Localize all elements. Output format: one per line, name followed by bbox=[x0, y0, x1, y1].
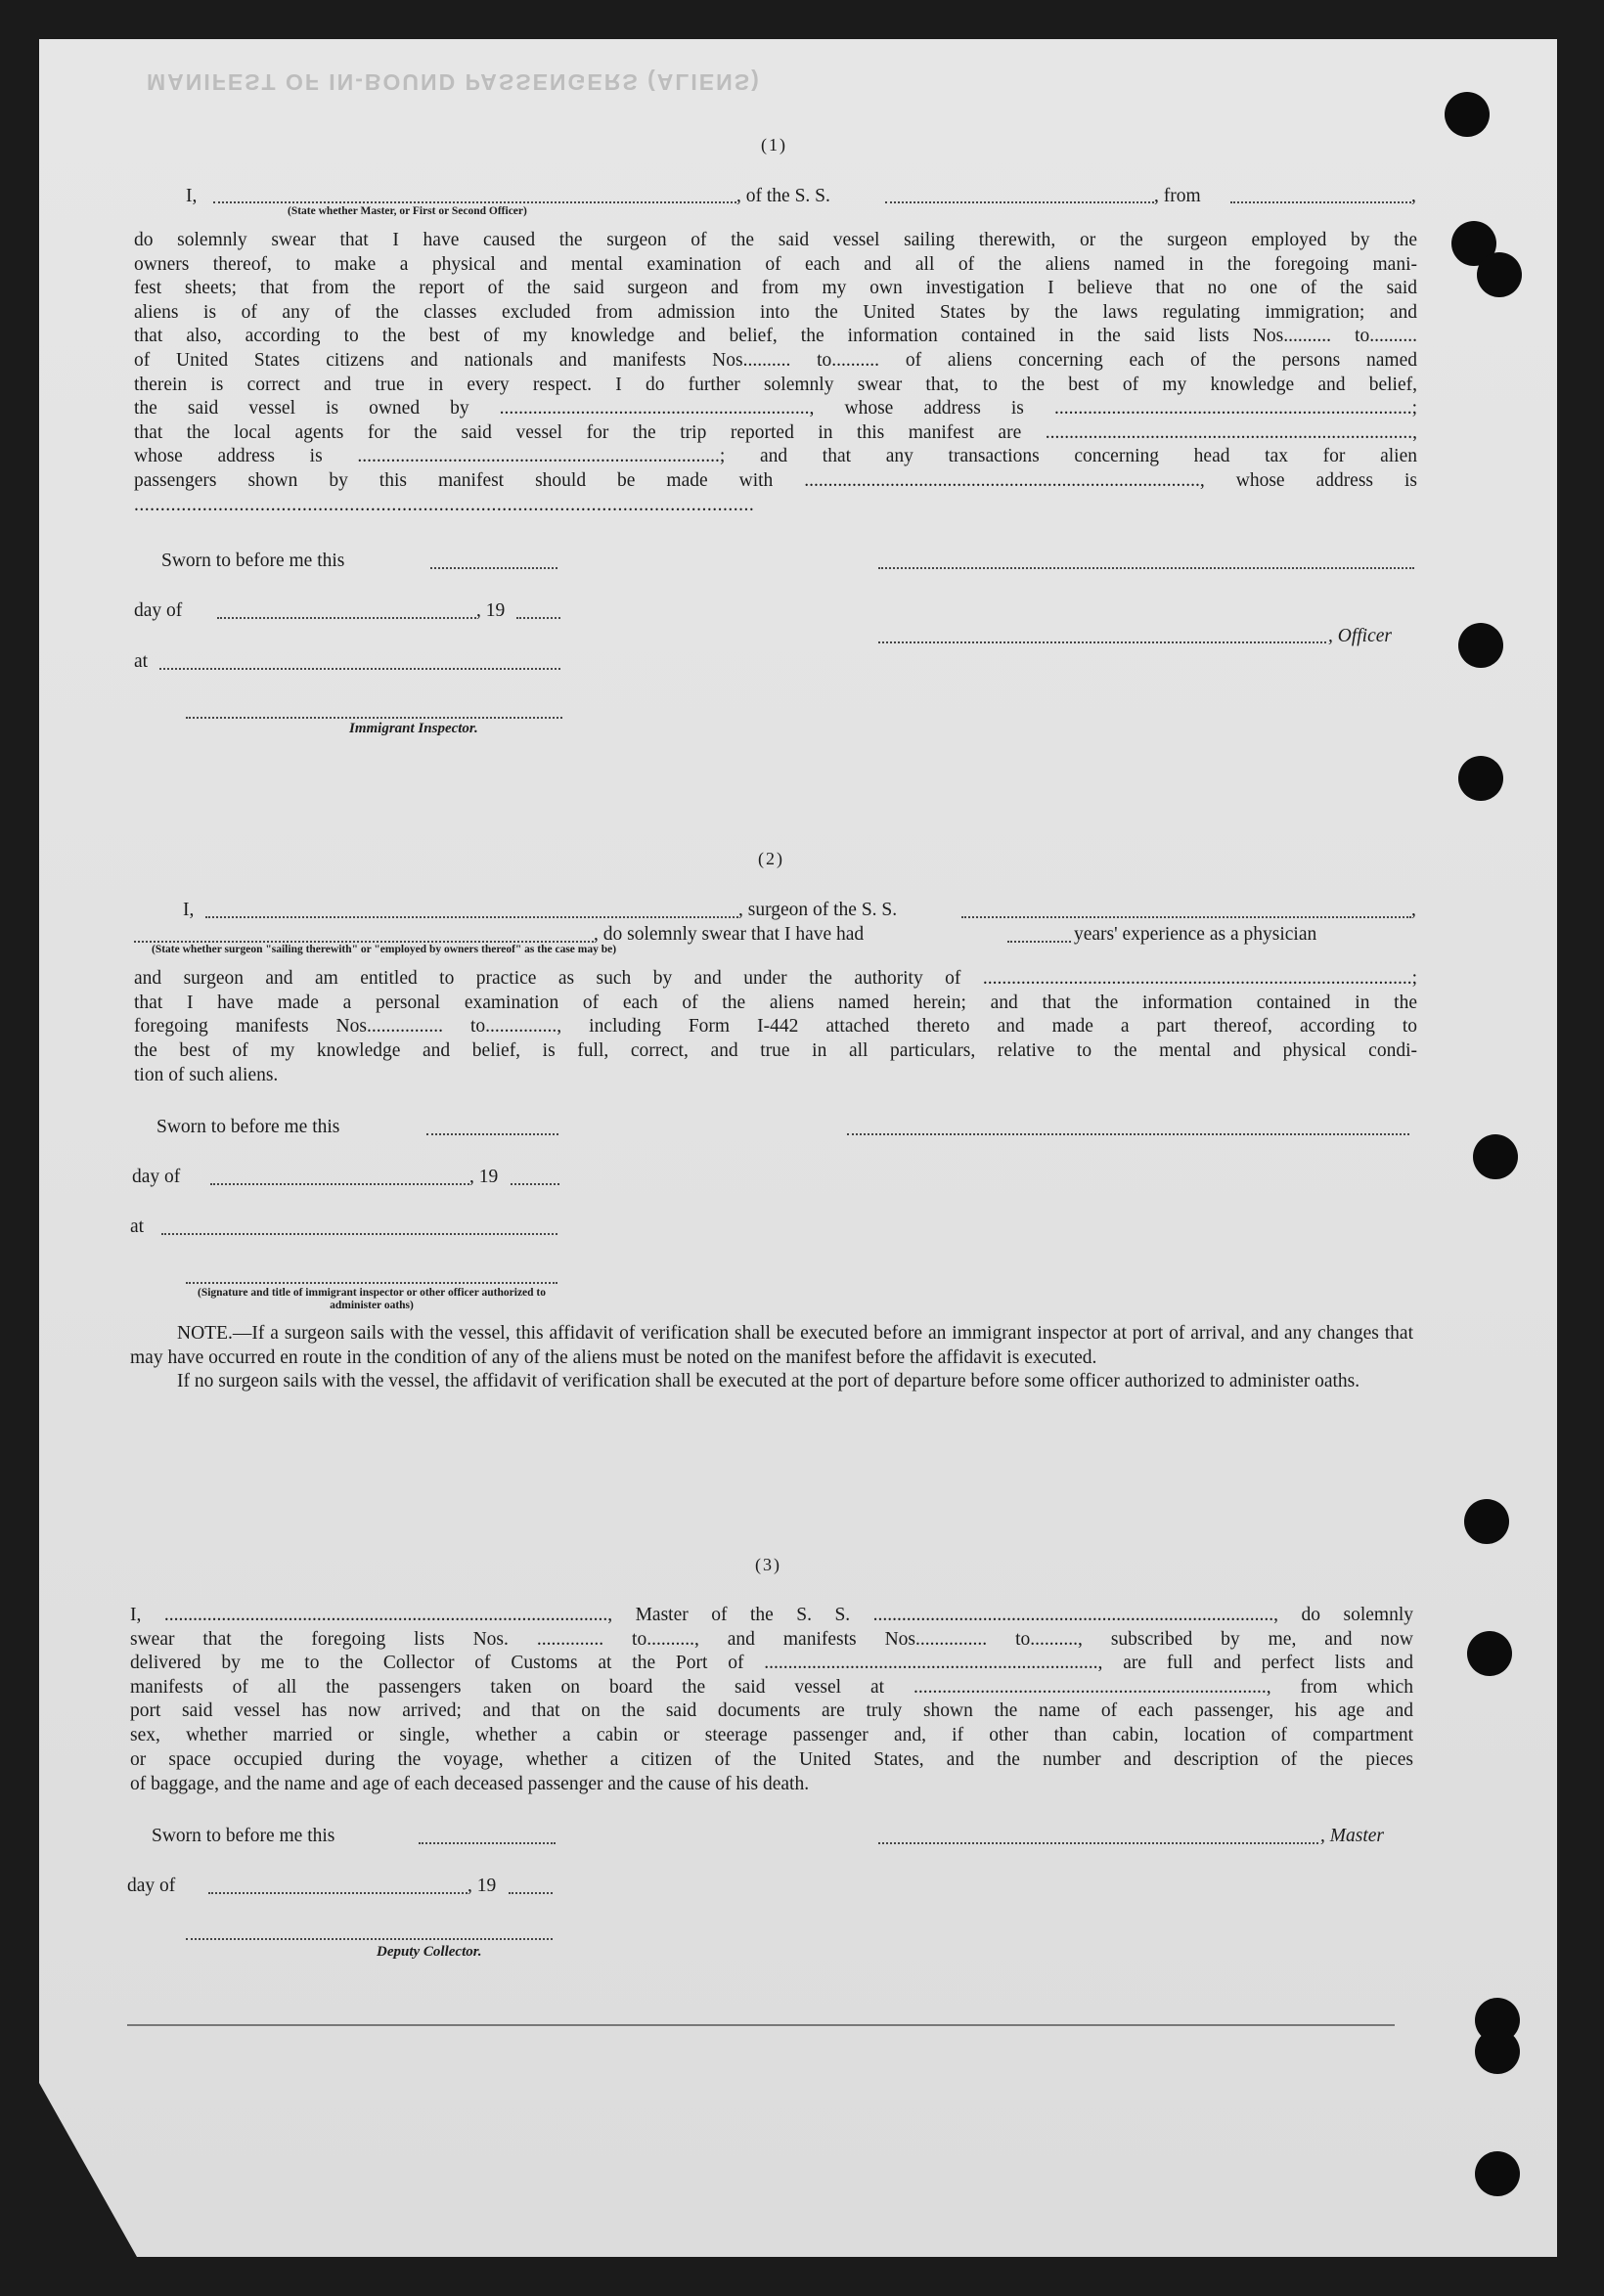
section2-body-line: tion of such aliens. bbox=[134, 1065, 279, 1086]
section2-line1-end: , bbox=[1411, 900, 1416, 920]
section1-body-line: therein is correct and true in every respect. I do further solemnly swear that, to the best of my knowledge and belief, bbox=[134, 374, 1417, 395]
master-label: , Master bbox=[1320, 1826, 1384, 1846]
day-of-label: day of bbox=[132, 1167, 181, 1187]
section3-body-line: port said vessel has now arrived; and that on the said documents are truly shown the name of each passenger, his age and bbox=[130, 1700, 1413, 1722]
section3-body-line: manifests of all the passengers taken on board the said vessel at .........................................................................., from which bbox=[130, 1676, 1413, 1698]
year-label: , 19 bbox=[469, 1167, 499, 1187]
at-label: at bbox=[134, 651, 149, 672]
section2-subcaption: (State whether surgeon "sailing therewith" or "employed by owners thereof" as the case may be) bbox=[152, 944, 617, 955]
year-blank[interactable] bbox=[509, 1892, 553, 1894]
at-place-blank[interactable] bbox=[159, 668, 560, 670]
section-number: (2) bbox=[758, 849, 784, 868]
section3-body-line: I, ............................................................................................., Master of the S. S. ...................................................................................., do solemnly bbox=[130, 1605, 1413, 1625]
at-place-blank[interactable] bbox=[161, 1233, 557, 1235]
binder-hole bbox=[1473, 1134, 1518, 1179]
day-of-label: day of bbox=[134, 600, 183, 621]
section3-body-line: swear that the foregoing lists Nos. .............. to.........., and manifests Nos............... to.........., subscribed by me, and now bbox=[130, 1628, 1413, 1650]
note-text: —If a surgeon sails with the vessel, this affidavit of verification shall be executed before an immigrant inspector at port of arrival, and any changes that may have occurred en route in the condition of any of the aliens must be noted on the manifest before the affidavit is executed. bbox=[130, 1323, 1413, 1368]
section2-body-line: that I have made a personal examination of each of the aliens named herein; and that the information contained in the bbox=[134, 992, 1417, 1013]
signature-caption: (Signature and title of immigrant inspector or other officer authorized to administer oaths) bbox=[197, 1287, 547, 1311]
binder-hole bbox=[1458, 623, 1503, 668]
year-blank[interactable] bbox=[516, 617, 560, 619]
sworn-date-blank[interactable] bbox=[419, 1842, 556, 1844]
surgeon-note bbox=[130, 1322, 1413, 1394]
year-blank[interactable] bbox=[511, 1183, 559, 1185]
sworn-label: Sworn to before me this bbox=[156, 1117, 340, 1137]
surgeon-name-blank[interactable] bbox=[205, 916, 738, 918]
section1-body-line: aliens is of any of the classes excluded from admission into the United States by the laws regulating immigration; and bbox=[134, 301, 1417, 323]
collector-signature-line[interactable] bbox=[186, 1938, 553, 1940]
at-label: at bbox=[130, 1216, 145, 1237]
note-text-2: If no surgeon sails with the vessel, the affidavit of verification shall be executed at the port of departure before some officer authorized to administer oaths. bbox=[177, 1371, 1360, 1392]
officer-label: , Officer bbox=[1328, 626, 1392, 646]
section3-body-line: of baggage, and the name and age of each deceased passenger and the cause of his death. bbox=[130, 1774, 810, 1795]
sworn-label: Sworn to before me this bbox=[161, 551, 345, 571]
section1-body-line: passengers shown by this manifest should be made with ..................................................................................., whose address is bbox=[134, 470, 1417, 491]
section1-body-line: do solemnly swear that I have caused the surgeon of the said vessel sailing therewith, or the surgeon employed by the bbox=[134, 230, 1417, 250]
master-signature-line[interactable] bbox=[878, 1842, 1318, 1844]
surgeon-signature-line[interactable] bbox=[847, 1133, 1409, 1135]
inspector-caption: Immigrant Inspector. bbox=[349, 721, 478, 736]
section2-body-line: and surgeon and am entitled to practice as such by and under the authority of ..........................................................................................; bbox=[134, 968, 1417, 989]
day-of-label: day of bbox=[127, 1876, 176, 1896]
binder-hole bbox=[1445, 92, 1490, 137]
officer-rank-blank[interactable] bbox=[213, 201, 736, 203]
section1-line1-end: , bbox=[1411, 186, 1416, 206]
section1-body-line: of United States citizens and nationals and manifests Nos.......... to.......... of aliens concerning each of the persons named bbox=[134, 350, 1417, 371]
binder-hole bbox=[1475, 2151, 1520, 2196]
section2-line1-i: I, bbox=[183, 900, 195, 920]
binder-hole bbox=[1464, 1499, 1509, 1544]
sworn-date-blank[interactable] bbox=[430, 567, 557, 569]
section1-subcaption: (State whether Master, or First or Second Officer) bbox=[288, 205, 527, 217]
section1-body-line: owners thereof, to make a physical and mental examination of each and all of the aliens named in the foregoing mani- bbox=[134, 253, 1417, 275]
binder-hole bbox=[1467, 1631, 1512, 1676]
surgeon-vessel-blank[interactable] bbox=[961, 916, 1411, 918]
section2-line2-years: years' experience as a physician bbox=[1074, 924, 1317, 945]
vessel-name-blank[interactable] bbox=[885, 201, 1154, 203]
section-number: (1) bbox=[761, 135, 787, 155]
year-label: , 19 bbox=[468, 1876, 497, 1896]
departure-port-blank[interactable] bbox=[1230, 201, 1411, 203]
years-blank[interactable] bbox=[1007, 941, 1071, 943]
section1-body-line: whose address is ............................................................................; and that any transactions concerning head tax for alien bbox=[134, 446, 1417, 467]
officer-name-line[interactable] bbox=[878, 641, 1326, 643]
section-number: (3) bbox=[755, 1555, 781, 1574]
section2-body-line: foregoing manifests Nos................ to..............., including Form I-442 attached thereto and made a part thereof, according to bbox=[134, 1016, 1417, 1038]
year-label: , 19 bbox=[476, 600, 506, 621]
section1-body-line: that also, according to the best of my knowledge and belief, the information contained in the said lists Nos.......... to.......... bbox=[134, 326, 1417, 347]
binder-hole bbox=[1477, 252, 1522, 297]
section2-body-line: the best of my knowledge and belief, is full, correct, and true in all particulars, relative to the mental and physical condi- bbox=[134, 1039, 1417, 1061]
section1-line1-from: , from bbox=[1154, 186, 1201, 206]
section1-body-line: the said vessel is owned by ................................................................., whose address is ...........................................................................; bbox=[134, 398, 1417, 419]
binder-hole bbox=[1458, 756, 1503, 801]
inspector-signature-line[interactable] bbox=[186, 717, 562, 719]
note-label: NOTE. bbox=[177, 1323, 233, 1344]
sworn-label: Sworn to before me this bbox=[152, 1826, 335, 1846]
section3-body-line: delivered by me to the Collector of Customs at the Port of ......................................................................, are full and perfect lists and bbox=[130, 1653, 1413, 1674]
bleed-through-header: MANIFEST OF IN-BOUND PASSENGERS (ALIENS) bbox=[147, 69, 761, 95]
section1-line1-i: I, bbox=[186, 186, 198, 206]
section3-body-line: sex, whether married or single, whether a cabin or steerage passenger and, if other than cabin, location of compartment bbox=[130, 1725, 1413, 1745]
binder-hole bbox=[1475, 2029, 1520, 2074]
day-of-blank[interactable] bbox=[210, 1183, 469, 1185]
inspector-signature-line[interactable] bbox=[186, 1282, 557, 1284]
collector-caption: Deputy Collector. bbox=[377, 1944, 482, 1960]
day-of-blank[interactable] bbox=[208, 1892, 468, 1894]
section2-line2-swear: , do solemnly swear that I have had bbox=[594, 924, 865, 945]
section1-line1-ss: , of the S. S. bbox=[736, 186, 830, 206]
section1-body-line: ...................................................................................................................... bbox=[134, 495, 755, 515]
section3-body-line: or space occupied during the voyage, whether a citizen of the United States, and the number and description of the pieces bbox=[130, 1748, 1413, 1770]
section1-body-line: fest sheets; that from the report of the said surgeon and from my own investigation I believe that no one of the said bbox=[134, 278, 1417, 299]
officer-signature-line[interactable] bbox=[878, 567, 1414, 569]
sworn-date-blank[interactable] bbox=[426, 1133, 558, 1135]
folded-corner bbox=[39, 2083, 137, 2257]
section2-line1-ss: , surgeon of the S. S. bbox=[738, 900, 898, 920]
bottom-rule bbox=[127, 2024, 1395, 2026]
day-of-blank[interactable] bbox=[217, 617, 476, 619]
section1-body-line: that the local agents for the said vessel for the trip reported in this manifest are ............................................................................., bbox=[134, 421, 1417, 443]
surgeon-status-blank[interactable] bbox=[134, 941, 594, 943]
